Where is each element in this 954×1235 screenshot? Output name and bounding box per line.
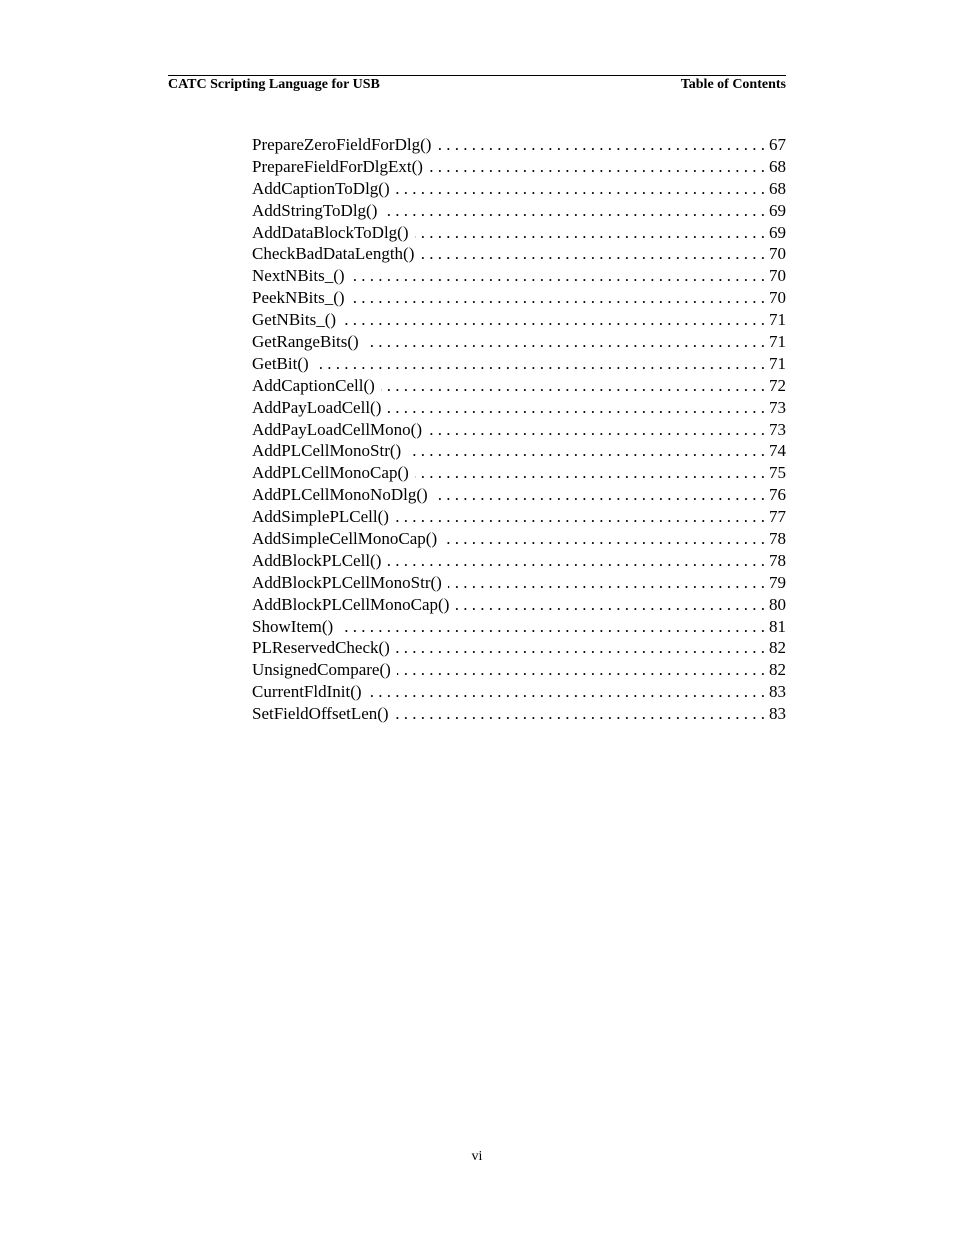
toc-entry-page: 83 xyxy=(769,704,786,724)
toc-dot-leader xyxy=(395,703,765,725)
toc-dot-leader xyxy=(428,419,765,441)
toc-entry-title: AddBlockPLCell() xyxy=(252,550,382,570)
toc-entry-title: AddPayLoadCellMono() xyxy=(252,419,422,439)
toc-dot-leader xyxy=(387,550,765,572)
toc-dot-leader xyxy=(368,681,765,703)
toc-entry-title: GetRangeBits() xyxy=(252,332,359,352)
toc-dot-leader xyxy=(455,594,765,616)
toc-dot-leader xyxy=(383,200,765,222)
toc-dot-leader xyxy=(443,528,765,550)
toc-dot-leader xyxy=(415,222,766,244)
toc-entry-page: 72 xyxy=(769,375,786,395)
toc-entry[interactable] xyxy=(252,265,786,287)
toc-dot-leader xyxy=(365,331,765,353)
toc-entry-page: 82 xyxy=(769,660,786,680)
toc-dot-leader xyxy=(387,397,765,419)
toc-entry-page: 68 xyxy=(769,156,786,176)
toc-entry-page: 73 xyxy=(769,397,786,417)
toc-entry-title: AddSimplePLCell() xyxy=(252,507,389,527)
toc-entry-title: AddDataBlockToDlg() xyxy=(252,222,409,242)
toc-entry-page: 80 xyxy=(769,594,786,614)
toc-entry-title: PLReservedCheck() xyxy=(252,638,390,658)
toc-dot-leader xyxy=(397,659,765,681)
toc-entry[interactable] xyxy=(252,462,786,484)
toc-entry-title: AddPLCellMonoStr() xyxy=(252,441,402,461)
toc-entry-page: 73 xyxy=(769,419,786,439)
toc-entry[interactable] xyxy=(252,616,786,638)
toc-entry-title: UnsignedCompare() xyxy=(252,660,391,680)
toc-dot-leader xyxy=(448,572,765,594)
toc-dot-leader xyxy=(351,287,765,309)
toc-dot-leader xyxy=(434,484,765,506)
toc-entry[interactable] xyxy=(252,397,786,419)
toc-entry[interactable] xyxy=(252,528,786,550)
toc-entry-title: AddStringToDlg() xyxy=(252,200,378,220)
toc-entry-page: 82 xyxy=(769,638,786,658)
toc-entry[interactable] xyxy=(252,594,786,616)
toc-entry-page: 81 xyxy=(769,616,786,636)
toc-entry-title: PrepareZeroFieldForDlg() xyxy=(252,135,432,154)
toc-entry[interactable] xyxy=(252,243,786,265)
toc-entry-title: CheckBadDataLength() xyxy=(252,244,415,264)
toc-dot-leader xyxy=(437,134,765,156)
toc-entry[interactable] xyxy=(252,222,786,244)
toc-entry-page: 76 xyxy=(769,485,786,505)
toc-dot-leader xyxy=(395,506,765,528)
toc-entry-page: 83 xyxy=(769,682,786,702)
toc-entry[interactable] xyxy=(252,637,786,659)
toc-entry[interactable] xyxy=(252,156,786,178)
toc-entry-page: 70 xyxy=(769,244,786,264)
toc-entry-page: 78 xyxy=(769,529,786,549)
toc-entry[interactable] xyxy=(252,200,786,222)
toc-entry[interactable] xyxy=(252,484,786,506)
toc-entry[interactable] xyxy=(252,506,786,528)
toc-entry-title: AddBlockPLCellMonoStr() xyxy=(252,572,442,592)
toc-entry-title: GetNBits_() xyxy=(252,310,337,330)
toc-entry[interactable] xyxy=(252,659,786,681)
toc-entry-title: CurrentFldInit() xyxy=(252,682,362,702)
toc-dot-leader xyxy=(315,353,765,375)
toc-entry-title: PrepareFieldForDlgExt() xyxy=(252,156,423,176)
toc-entry-page: 68 xyxy=(769,178,786,198)
toc-dot-leader xyxy=(415,462,765,484)
toc-entry-page: 69 xyxy=(769,222,786,242)
toc-entry[interactable] xyxy=(252,681,786,703)
toc-dot-leader xyxy=(396,178,765,200)
toc-entry[interactable] xyxy=(252,287,786,309)
toc-entry-page: 70 xyxy=(769,266,786,286)
toc-entry-page: 67 xyxy=(769,135,786,154)
toc-entry[interactable] xyxy=(252,134,786,156)
toc-entry[interactable] xyxy=(252,375,786,397)
toc-entry-title: ShowItem() xyxy=(252,616,334,636)
toc-entry-page: 69 xyxy=(769,200,786,220)
toc-entry[interactable] xyxy=(252,419,786,441)
header-section-title: Table of Contents xyxy=(680,77,786,92)
toc-dot-leader xyxy=(381,375,765,397)
toc-dot-leader xyxy=(420,243,765,265)
toc-entry-title: AddPLCellMonoCap() xyxy=(252,463,409,483)
toc-entry-page: 71 xyxy=(769,310,786,330)
toc-entry-page: 71 xyxy=(769,332,786,352)
toc-entry-title: AddBlockPLCellMonoCap() xyxy=(252,594,450,614)
table-of-contents xyxy=(252,134,786,725)
toc-dot-leader xyxy=(342,309,765,331)
toc-entry-title: AddPayLoadCell() xyxy=(252,397,382,417)
toc-dot-leader xyxy=(396,637,765,659)
toc-entry-title: AddPLCellMonoNoDlg() xyxy=(252,485,428,505)
toc-dot-leader xyxy=(407,440,765,462)
toc-entry[interactable] xyxy=(252,440,786,462)
toc-dot-leader xyxy=(351,265,765,287)
toc-entry-page: 75 xyxy=(769,463,786,483)
toc-entry-page: 71 xyxy=(769,353,786,373)
toc-entry[interactable] xyxy=(252,309,786,331)
toc-entry-title: PeekNBits_() xyxy=(252,288,345,308)
toc-entry[interactable] xyxy=(252,331,786,353)
toc-entry-page: 79 xyxy=(769,572,786,592)
page-header xyxy=(168,75,786,93)
toc-dot-leader xyxy=(429,156,765,178)
toc-entry-title: AddSimpleCellMonoCap() xyxy=(252,529,438,549)
toc-entry[interactable] xyxy=(252,550,786,572)
toc-entry-title: AddCaptionCell() xyxy=(252,375,375,395)
toc-entry[interactable] xyxy=(252,178,786,200)
toc-entry-title: AddCaptionToDlg() xyxy=(252,178,390,198)
toc-entry-title: NextNBits_() xyxy=(252,266,345,286)
page-number: vi xyxy=(471,1149,483,1164)
toc-entry[interactable] xyxy=(252,353,786,375)
header-document-title: CATC Scripting Language for USB xyxy=(168,77,380,92)
toc-dot-leader xyxy=(339,616,765,638)
toc-entry-title: SetFieldOffsetLen() xyxy=(252,704,389,724)
toc-entry-page: 78 xyxy=(769,550,786,570)
toc-entry-page: 70 xyxy=(769,288,786,308)
toc-entry[interactable] xyxy=(252,703,786,725)
toc-entry-title: GetBit() xyxy=(252,353,309,373)
toc-entry[interactable] xyxy=(252,572,786,594)
toc-entry-page: 74 xyxy=(769,441,786,461)
toc-entry-page: 77 xyxy=(769,507,786,527)
